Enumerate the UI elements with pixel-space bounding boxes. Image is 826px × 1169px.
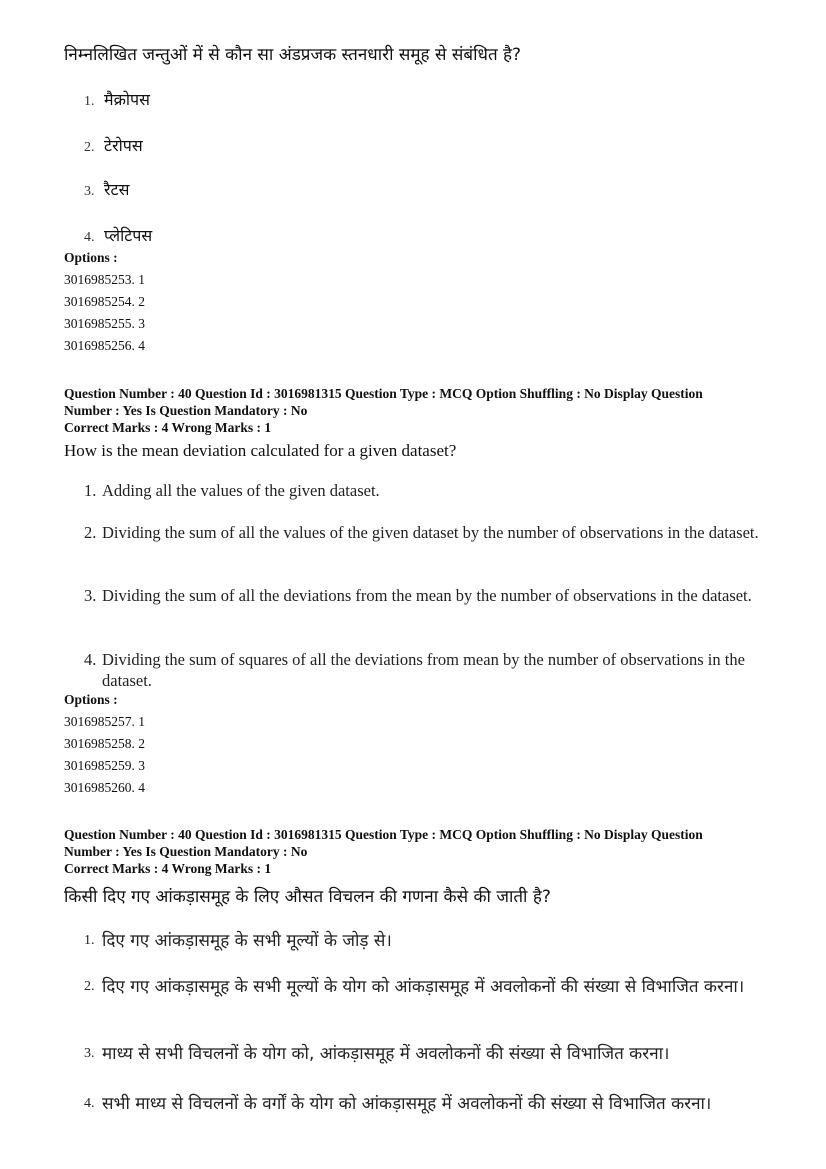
question-a-options-label: Options :: [64, 250, 118, 265]
question-b-code-4: 3016985260. 4: [64, 780, 145, 795]
question-c-text: किसी दिए गए आंकड़ासमूह के लिए औसत विचलन की गणना कैसे की जाती है?: [64, 887, 551, 907]
question-a-option-1: 1. मैक्रोपस: [84, 90, 150, 109]
question-a-code-3: 3016985255. 3: [64, 316, 145, 331]
question-b-code-3: 3016985259. 3: [64, 758, 145, 773]
question-c-option-2: 2. दिए गए आंकड़ासमूह के सभी मूल्यों के योग को आंकड़ासमूह में अवलोकनों की संख्या से विभाजित करना।: [84, 977, 745, 997]
question-b-text: How is the mean deviation calculated for a given dataset?: [64, 441, 457, 460]
question-c-option-3: 3. माध्य से सभी विचलनों के योग को, आंकड़ासमूह में अवलोकनों की संख्या से विभाजित करना।: [84, 1044, 670, 1064]
question-a-code-2: 3016985254. 2: [64, 294, 145, 309]
question-c-option-4: 4. सभी माध्य से विचलनों के वर्गों के योग को आंकड़ासमूह में अवलोकनों की संख्या से विभाजित करना।: [84, 1094, 712, 1114]
question-a-option-2: 2. टेरोपस: [84, 136, 143, 155]
question-a-option-4: 4. प्लेटिपस: [84, 226, 153, 245]
question-a-code-1: 3016985253. 1: [64, 272, 145, 287]
question-c-option-1: 1. दिए गए आंकड़ासमूह के सभी मूल्यों के जोड़ से।: [84, 931, 392, 951]
question-b-option-2: 2. Dividing the sum of all the values of the given dataset by the number of observations in the dataset.: [84, 523, 759, 542]
question-c-meta: Question Number : 40 Question Id : 3016981315 Question Type : MCQ Option Shuffling : No Display Question Number : Yes Is Question Mandatory : No Correct Marks : 4 Wrong Marks : 1: [64, 827, 703, 876]
question-b-option-4: 4. Dividing the sum of squares of all the deviations from mean by the number of observations in the dataset.: [84, 650, 745, 690]
question-b-option-3: 3. Dividing the sum of all the deviations from the mean by the number of observations in the dataset.: [84, 586, 752, 605]
question-a-code-4: 3016985256. 4: [64, 338, 145, 353]
question-b-options-label: Options :: [64, 692, 118, 707]
question-b-option-1: 1. Adding all the values of the given dataset.: [84, 481, 380, 500]
question-b-code-2: 3016985258. 2: [64, 736, 145, 751]
question-b-meta: Question Number : 40 Question Id : 3016981315 Question Type : MCQ Option Shuffling : No Display Question Number : Yes Is Question Mandatory : No Correct Marks : 4 Wrong Marks : 1: [64, 386, 703, 435]
question-a-option-3: 3. रैटस: [84, 180, 130, 199]
question-a-text: निम्नलिखित जन्तुओं में से कौन सा अंडप्रजक स्तनधारी समूह से संबंधित है?: [64, 45, 522, 65]
question-b-code-1: 3016985257. 1: [64, 714, 145, 729]
